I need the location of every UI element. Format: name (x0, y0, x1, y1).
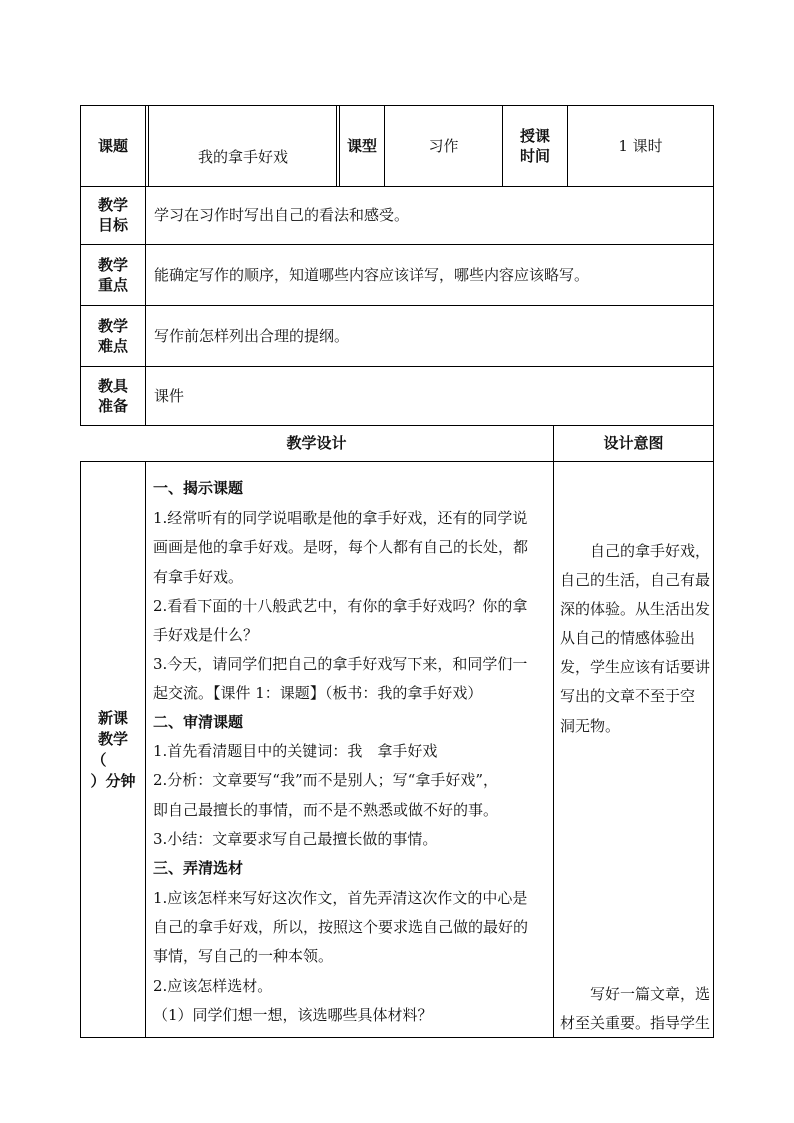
topic-value: 我的拿手好戏 (197, 147, 288, 166)
section-heading: 二、审清课题 (153, 713, 244, 731)
row-divider (80, 461, 714, 462)
difficulty-label (80, 305, 146, 366)
content-line: 1.经常听有的同学说唱歌是他的拿手好戏，还有的同学说 (153, 509, 528, 527)
tools-label-line: 准备 (97, 396, 128, 415)
tools-value: 课件 (154, 386, 185, 405)
time-label-line: 授课 (519, 126, 550, 145)
tools-label-line: 教具 (97, 376, 128, 395)
content-line: 2.应该怎样选材。 (153, 977, 273, 995)
tools-label (80, 366, 146, 425)
intent-line: 自己的拿手好戏， (560, 542, 711, 560)
intent-line: 洞无物。 (560, 717, 621, 735)
goal-label-line: 目标 (97, 216, 128, 234)
content-line: 事情，写自己的一种本领。 (153, 947, 334, 965)
key-label-line: 教学 (97, 255, 128, 274)
type-label: 课型 (346, 136, 377, 155)
content-line: 手好戏是什么？ (153, 626, 259, 644)
content-line: 自己的拿手好戏，所以，按照这个要求选自己做的最好的 (153, 918, 529, 936)
content-line: 2.分析：文章要写“我”而不是别人；写“拿手好戏”， (153, 771, 498, 789)
type-value: 习作 (428, 136, 459, 155)
design-title: 教学设计 (286, 434, 347, 452)
intent-line: 深的体验。从生活出发 (560, 600, 711, 618)
content-line: 1.应该怎样来写好这次作文，首先弄清这次作文的中心是 (153, 889, 528, 907)
content-line: 3.今天，请同学们把自己的拿手好戏写下来，和同学们一 (153, 655, 528, 673)
time-label-line: 时间 (519, 146, 550, 165)
section-heading: 三、弄清选材 (153, 859, 244, 877)
content-line: 即自己最擅长的事情，而不是不熟悉或做不好的事。 (153, 801, 499, 819)
section-label-line: ）分钟 (90, 772, 136, 790)
section-label-line: 教学 (97, 730, 128, 748)
time-label (503, 105, 567, 186)
section-heading: 一、揭示课题 (153, 479, 244, 497)
topic-label: 课题 (97, 136, 128, 155)
goal-label-line: 教学 (97, 196, 128, 214)
difficulty-value: 写作前怎样列出合理的提纲。 (154, 326, 350, 345)
difficulty-label-line: 难点 (97, 336, 128, 355)
column-divider (553, 425, 554, 1038)
difficulty-label-line: 教学 (97, 316, 128, 335)
section-label-line: （ (91, 751, 107, 769)
intent-line: 材至关重要。指导学生 (560, 1014, 711, 1032)
key-label (80, 244, 146, 305)
content-line: 起交流。【课件 1：课题】（板书：我的拿手好戏） (153, 684, 483, 702)
section-label-line: 新课 (97, 709, 128, 727)
table-border-right (713, 105, 714, 1038)
time-value: 1 课时 (618, 136, 663, 155)
section-label (80, 705, 146, 795)
intent-line: 写出的文章不至于空 (560, 687, 696, 705)
content-line: 有拿手好戏。 (153, 568, 244, 586)
content-line: 画画是他的拿手好戏。是呀，每个人都有自己的长处，都 (153, 538, 529, 556)
content-line: 1.首先看清题目中的关键词：我 拿手好戏 (153, 742, 438, 760)
intent-line: 从自己的情感体验出 (560, 629, 696, 647)
key-value: 能确定写作的顺序，知道哪些内容应该详写，哪些内容应该略写。 (154, 265, 590, 284)
content-line: 2.看看下面的十八般武艺中，有你的拿手好戏吗？你的拿 (153, 597, 528, 615)
key-label-line: 重点 (97, 275, 128, 294)
intent-line: 发，学生应该有话要讲 (560, 658, 711, 676)
goal-label (80, 186, 146, 244)
table-border-bottom (80, 1037, 714, 1038)
content-line: 3.小结：文章要求写自己最擅长做的事情。 (153, 830, 438, 848)
intent-title: 设计意图 (603, 434, 664, 452)
intent-line: 写好一篇文章，选 (560, 985, 711, 1003)
goal-value: 学习在习作时写出自己的看法和感受。 (154, 206, 410, 224)
content-line: （1）同学们想一想，该选哪些具体材料？ (153, 1006, 433, 1024)
intent-line: 自己的生活，自己有最 (560, 571, 711, 589)
